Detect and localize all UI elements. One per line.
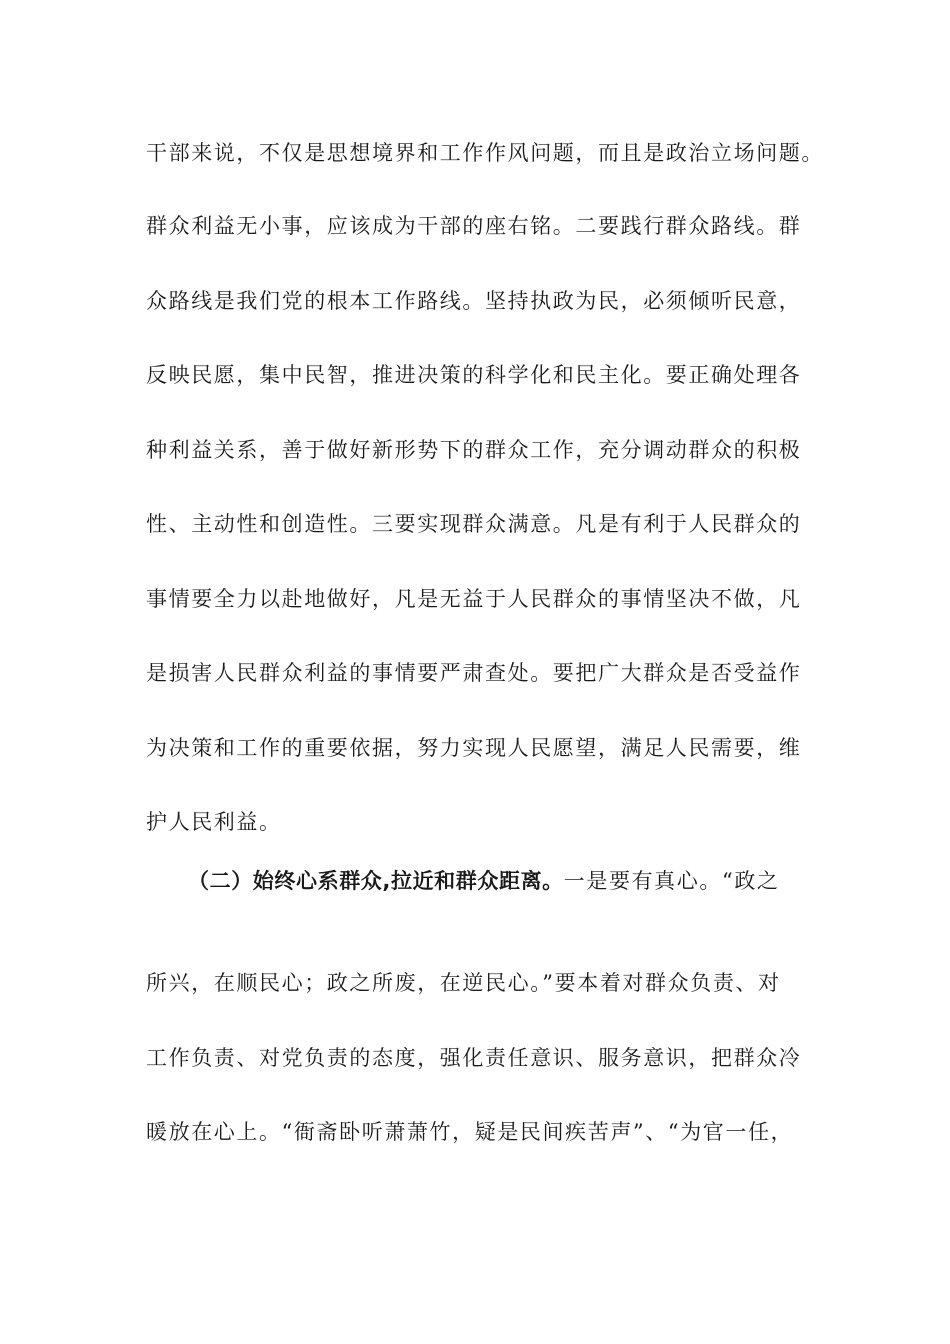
paragraph-line: 反映民愿，集中民智，推进决策的科学化和民主化。要正确处理各 bbox=[146, 363, 802, 387]
paragraph-line: 为决策和工作的重要依据，努力实现人民愿望，满足人民需要，维 bbox=[146, 736, 802, 760]
paragraph-line: 干部来说，不仅是思想境界和工作作风问题，而且是政治立场问题。 bbox=[146, 141, 824, 165]
paragraph-line: 事情要全力以赴地做好，凡是无益于人民群众的事情坚决不做，凡 bbox=[146, 587, 802, 611]
section-heading-line bbox=[188, 866, 888, 896]
paragraph-line: 种利益关系，善于做好新形势下的群众工作，充分调动群众的积极 bbox=[146, 438, 802, 462]
paragraph-line: 所兴，在顺民心；政之所废，在逆民心。”要本着对群众负责、对 bbox=[146, 971, 781, 995]
paragraph-line: 护人民利益。 bbox=[146, 810, 282, 834]
section-heading: （二）始终心系群众,拉近和群众距离。 bbox=[188, 869, 564, 893]
paragraph-line: 众路线是我们党的根本工作路线。坚持执政为民，必须倾听民意， bbox=[146, 289, 802, 313]
paragraph-line: 暖放在心上。“衙斋卧听萧萧竹，疑是民间疾苦声”、“为官一任， bbox=[146, 1120, 794, 1144]
paragraph-line-rest: 一是要有真心。“政之 bbox=[563, 869, 780, 893]
paragraph-line: 性、主动性和创造性。三要实现群众满意。凡是有利于人民群众的 bbox=[146, 512, 802, 536]
paragraph-line: 群众利益无小事，应该成为干部的座右铭。二要践行群众路线。群 bbox=[146, 214, 802, 238]
paragraph-line: 工作负责、对党负责的态度，强化责任意识、服务意识，把群众冷 bbox=[146, 1046, 802, 1070]
paragraph-line: 是损害人民群众利益的事情要严肃查处。要把广大群众是否受益作 bbox=[146, 661, 802, 685]
